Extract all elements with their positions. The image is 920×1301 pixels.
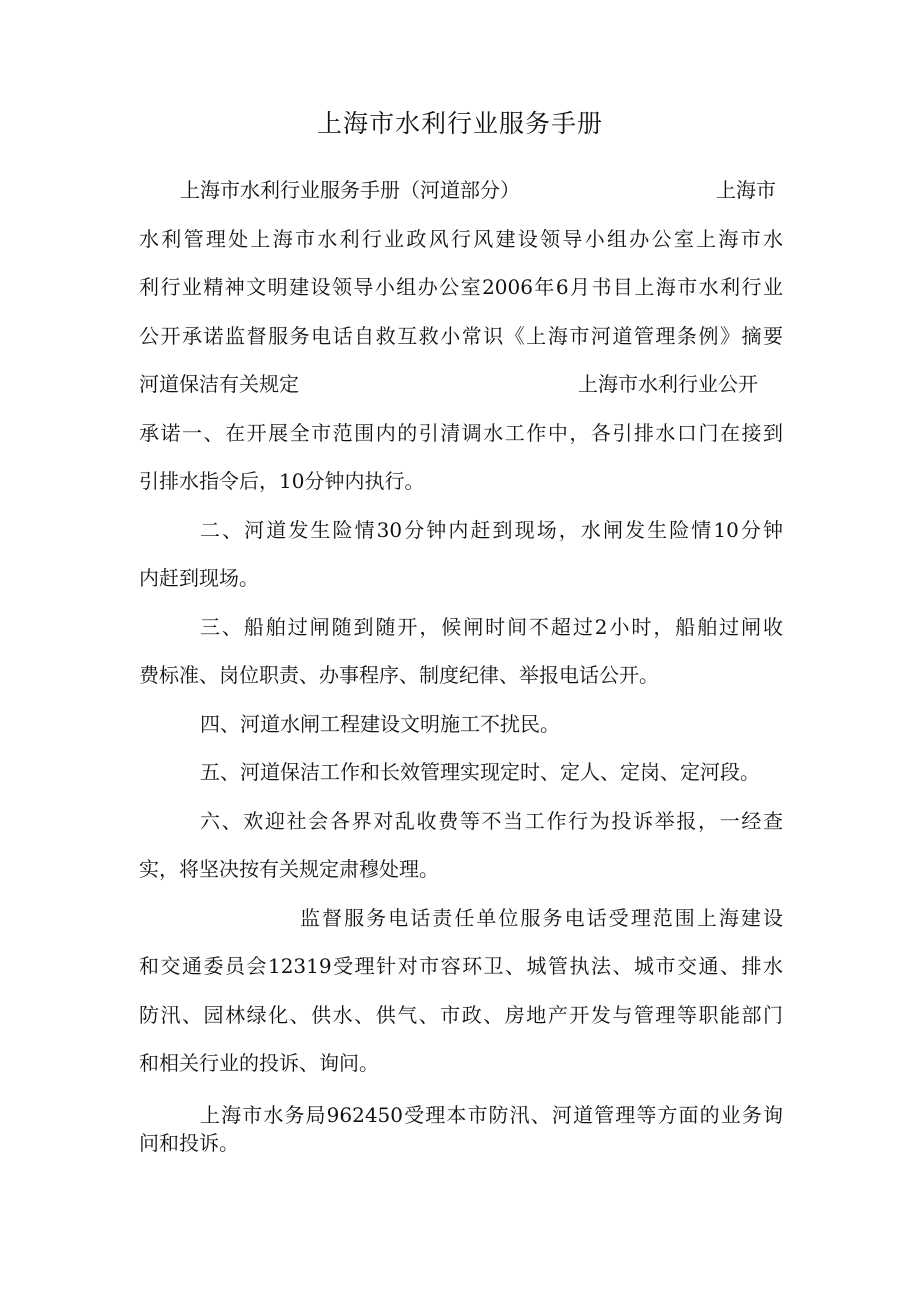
text-line: 上海市 (716, 178, 776, 202)
text-line: 水利管理处上海市水利行业政风行风建设领导小组办公室上海市水 (139, 227, 783, 251)
text-line: 六、欢迎社会各界对乱收费等不当工作行为投诉举报，一经查 (200, 809, 783, 833)
text-line: 费标准、岗位职责、办事程序、制度纪律、举报电话公开。 (139, 663, 659, 687)
text-line: 三、船舶过闸随到随开，候闸时间不超过2小时，船舶过闸收 (200, 615, 783, 639)
text-line: 和交通委员会12319受理针对市容环卫、城管执法、城市交通、排水 (139, 954, 783, 978)
text-line: 公开承诺监督服务电话自救互救小常识《上海市河道管理条例》摘要 (139, 324, 783, 348)
text-line: 引排水指令后，10分钟内执行。 (139, 469, 425, 493)
text-line: 五、河道保洁工作和长效管理实现定时、定人、定岗、定河段。 (200, 760, 760, 784)
text-line: 二、河道发生险情30分钟内赶到现场，水闸发生险情10分钟 (200, 518, 783, 542)
text-line: 和相关行业的投诉、询问。 (139, 1051, 379, 1075)
text-line: 上海市水务局962450受理本市防汛、河道管理等方面的业务询 (200, 1103, 783, 1127)
text-line: 四、河道水闸工程建设文明施工不扰民。 (200, 712, 560, 736)
document-title: 上海市水利行业服务手册 (316, 109, 603, 138)
text-line: 承诺一、在开展全市范围内的引清调水工作中，各引排水口门在接到 (139, 421, 783, 445)
text-line: 问和投诉。 (139, 1131, 239, 1155)
text-line: 实，将坚决按有关规定肃穆处理。 (139, 857, 439, 881)
text-line: 上海市水利行业服务手册（河道部分） (180, 178, 520, 202)
text-line: 上海市水利行业公开 (578, 372, 758, 396)
text-line: 监督服务电话责任单位服务电话受理范围上海建设 (300, 906, 783, 930)
text-line: 内赶到现场。 (139, 566, 259, 590)
text-line: 河道保洁有关规定 (139, 372, 299, 396)
text-line: 利行业精神文明建设领导小组办公室2006年6月书目上海市水利行业 (139, 275, 783, 299)
text-line: 防汛、园林绿化、供水、供气、市政、房地产开发与管理等职能部门 (139, 1003, 783, 1027)
